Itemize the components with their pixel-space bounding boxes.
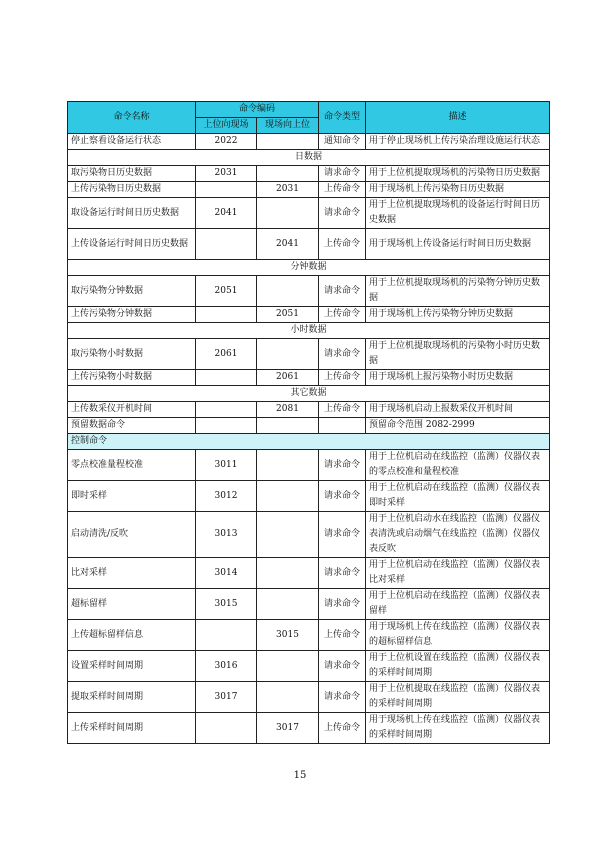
header-site-to-upper: 现场向上位	[257, 118, 319, 134]
site-to-upper-code-cell	[257, 512, 319, 558]
command-type-cell: 请求命令	[319, 558, 366, 589]
description-cell: 用于上位机提取现场机的污染物小时历史数据	[366, 339, 550, 370]
header-command-type: 命令类型	[319, 102, 366, 134]
upper-to-site-code-cell	[196, 620, 257, 651]
description-cell: 用于上位机设置在线监控（监测）仪器仪表的采样时间周期	[366, 651, 550, 682]
description-cell: 用于现场机上传在线监控（监测）仪器仪表的超标留样信息	[366, 620, 550, 651]
section-header-control	[68, 434, 550, 450]
upper-to-site-code-cell	[196, 307, 257, 323]
section-header	[68, 150, 550, 166]
site-to-upper-code-cell	[257, 651, 319, 682]
upper-to-site-code-cell: 2041	[196, 198, 257, 229]
section-label: 控制命令	[68, 434, 550, 450]
command-name-cell: 上传污染物日历史数据	[68, 182, 196, 198]
site-to-upper-code-cell	[257, 450, 319, 481]
upper-to-site-code-cell	[196, 418, 257, 434]
section-header	[68, 260, 550, 276]
description-cell: 用于现场机启动上报数采仪开机时间	[366, 402, 550, 418]
command-type-cell: 上传命令	[319, 620, 366, 651]
command-type-cell: 请求命令	[319, 339, 366, 370]
command-name-cell: 预留数据命令	[68, 418, 196, 434]
description-cell: 用于上位机提取现场机的设备运行时间日历史数据	[366, 198, 550, 229]
description-cell: 用于上位机启动在线监控（监测）仪器仪表比对采样	[366, 558, 550, 589]
site-to-upper-code-cell	[257, 339, 319, 370]
command-type-cell: 请求命令	[319, 276, 366, 307]
site-to-upper-code-cell	[257, 166, 319, 182]
table-row	[68, 418, 550, 434]
command-name-cell: 停止察看设备运行状态	[68, 134, 196, 150]
table-row	[68, 182, 550, 198]
description-cell: 用于上位机提取现场机的污染物分钟历史数据	[366, 276, 550, 307]
table-row	[68, 307, 550, 323]
site-to-upper-code-cell	[257, 481, 319, 512]
table-row	[68, 166, 550, 182]
upper-to-site-code-cell	[196, 182, 257, 198]
section-label: 分钟数据	[68, 260, 550, 276]
table-row	[68, 481, 550, 512]
table-row	[68, 276, 550, 307]
command-name-cell: 取污染物小时数据	[68, 339, 196, 370]
command-table-body	[68, 102, 550, 744]
command-name-cell: 零点校准量程校准	[68, 450, 196, 481]
command-type-cell: 请求命令	[319, 512, 366, 558]
section-header	[68, 386, 550, 402]
command-type-cell: 请求命令	[319, 589, 366, 620]
command-type-cell: 请求命令	[319, 166, 366, 182]
command-table	[67, 101, 550, 744]
site-to-upper-code-cell	[257, 589, 319, 620]
command-type-cell: 请求命令	[319, 198, 366, 229]
section-label: 小时数据	[68, 323, 550, 339]
command-type-cell: 请求命令	[319, 450, 366, 481]
description-cell: 用于现场机上传污染物分钟历史数据	[366, 307, 550, 323]
upper-to-site-code-cell: 3016	[196, 651, 257, 682]
command-type-cell: 上传命令	[319, 402, 366, 418]
command-name-cell: 取设备运行时间日历史数据	[68, 198, 196, 229]
page-number: 15	[293, 770, 307, 781]
site-to-upper-code-cell	[257, 682, 319, 713]
header-upper-to-site: 上位向现场	[196, 118, 257, 134]
command-name-cell: 上传设备运行时间日历史数据	[68, 229, 196, 260]
table-row	[68, 512, 550, 558]
description-cell: 用于上位机提取在线监控（监测）仪器仪表的采样时间周期	[366, 682, 550, 713]
command-name-cell: 上传污染物小时数据	[68, 370, 196, 386]
command-name-cell: 取污染物分钟数据	[68, 276, 196, 307]
description-cell: 用于上位机启动在线监控（监测）仪器仪表留样	[366, 589, 550, 620]
command-name-cell: 上传超标留样信息	[68, 620, 196, 651]
description-cell: 用于现场机上报污染物小时历史数据	[366, 370, 550, 386]
table-row	[68, 589, 550, 620]
description-cell: 用于上位机启动在线监控（监测）仪器仪表即时采样	[366, 481, 550, 512]
command-name-cell: 上传数采仪开机时间	[68, 402, 196, 418]
site-to-upper-code-cell: 2031	[257, 182, 319, 198]
description-cell: 用于现场机上传设备运行时间日历史数据	[366, 229, 550, 260]
upper-to-site-code-cell: 2022	[196, 134, 257, 150]
command-name-cell: 提取采样时间周期	[68, 682, 196, 713]
section-label: 其它数据	[68, 386, 550, 402]
command-name-cell: 启动清洗/反吹	[68, 512, 196, 558]
command-type-cell: 上传命令	[319, 370, 366, 386]
table-row	[68, 713, 550, 744]
command-type-cell: 上传命令	[319, 713, 366, 744]
site-to-upper-code-cell: 2041	[257, 229, 319, 260]
description-cell: 用于上位机启动水在线监控（监测）仪器仪表清洗或启动烟气在线监控（监测）仪器仪表反吹	[366, 512, 550, 558]
table-header-row-1	[68, 102, 550, 118]
header-description: 描述	[366, 102, 550, 134]
table-row	[68, 134, 550, 150]
site-to-upper-code-cell: 3017	[257, 713, 319, 744]
site-to-upper-code-cell: 3015	[257, 620, 319, 651]
upper-to-site-code-cell	[196, 713, 257, 744]
upper-to-site-code-cell: 2031	[196, 166, 257, 182]
site-to-upper-code-cell	[257, 198, 319, 229]
upper-to-site-code-cell: 3013	[196, 512, 257, 558]
table-row	[68, 682, 550, 713]
description-cell: 用于现场机上传污染物日历史数据	[366, 182, 550, 198]
description-cell: 用于上位机启动在线监控（监测）仪器仪表的零点校准和量程校准	[366, 450, 550, 481]
command-type-cell: 请求命令	[319, 651, 366, 682]
table-row	[68, 339, 550, 370]
site-to-upper-code-cell	[257, 134, 319, 150]
upper-to-site-code-cell: 2061	[196, 339, 257, 370]
description-cell: 预留命令范围 2082-2999	[366, 418, 550, 434]
upper-to-site-code-cell: 3015	[196, 589, 257, 620]
command-name-cell: 上传污染物分钟数据	[68, 307, 196, 323]
upper-to-site-code-cell: 3012	[196, 481, 257, 512]
command-type-cell: 上传命令	[319, 182, 366, 198]
command-type-cell: 通知命令	[319, 134, 366, 150]
site-to-upper-code-cell: 2061	[257, 370, 319, 386]
site-to-upper-code-cell: 2051	[257, 307, 319, 323]
command-name-cell: 超标留样	[68, 589, 196, 620]
upper-to-site-code-cell	[196, 402, 257, 418]
table-row	[68, 370, 550, 386]
command-type-cell	[319, 418, 366, 434]
header-command-name: 命令名称	[68, 102, 196, 134]
upper-to-site-code-cell: 3017	[196, 682, 257, 713]
table-row	[68, 229, 550, 260]
table-row	[68, 450, 550, 481]
header-command-code: 命令编码	[196, 102, 319, 118]
site-to-upper-code-cell	[257, 418, 319, 434]
site-to-upper-code-cell: 2081	[257, 402, 319, 418]
upper-to-site-code-cell	[196, 370, 257, 386]
command-name-cell: 取污染物日历史数据	[68, 166, 196, 182]
section-label: 日数据	[68, 150, 550, 166]
description-cell: 用于停止现场机上传污染治理设施运行状态	[366, 134, 550, 150]
command-type-cell: 上传命令	[319, 307, 366, 323]
site-to-upper-code-cell	[257, 276, 319, 307]
site-to-upper-code-cell	[257, 558, 319, 589]
upper-to-site-code-cell: 2051	[196, 276, 257, 307]
table-row	[68, 198, 550, 229]
section-header	[68, 323, 550, 339]
table-row	[68, 620, 550, 651]
command-type-cell: 请求命令	[319, 682, 366, 713]
command-type-cell: 上传命令	[319, 229, 366, 260]
upper-to-site-code-cell	[196, 229, 257, 260]
upper-to-site-code-cell: 3014	[196, 558, 257, 589]
command-name-cell: 比对采样	[68, 558, 196, 589]
command-type-cell: 请求命令	[319, 481, 366, 512]
command-name-cell: 设置采样时间周期	[68, 651, 196, 682]
command-name-cell: 上传采样时间周期	[68, 713, 196, 744]
command-name-cell: 即时采样	[68, 481, 196, 512]
upper-to-site-code-cell: 3011	[196, 450, 257, 481]
table-row	[68, 558, 550, 589]
table-row	[68, 651, 550, 682]
description-cell: 用于上位机提取现场机的污染物日历史数据	[366, 166, 550, 182]
description-cell: 用于现场机上传在线监控（监测）仪器仪表的采样时间周期	[366, 713, 550, 744]
table-row	[68, 402, 550, 418]
